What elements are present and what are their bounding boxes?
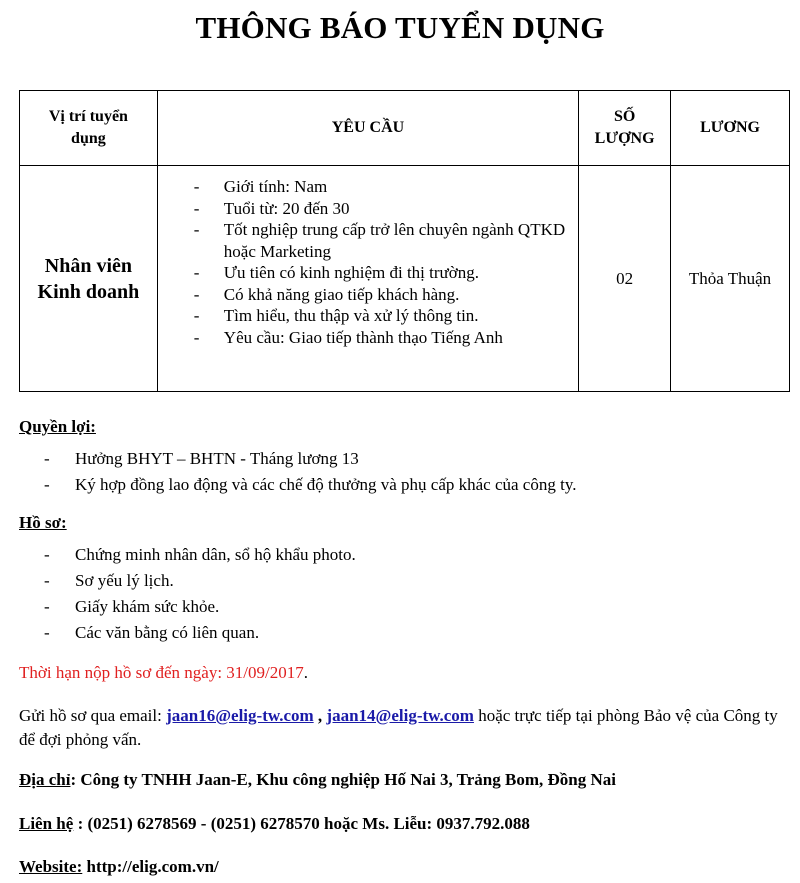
contact-value: : (0251) 6278569 - (0251) 6278570 hoặc Ms. Liễu: 0937.792.088 xyxy=(73,814,530,833)
website-label: Website: xyxy=(19,857,83,876)
address-line xyxy=(19,768,779,792)
email-separator: , xyxy=(313,706,327,725)
table-header-row xyxy=(20,91,790,166)
website-value[interactable]: http://elig.com.vn/ xyxy=(82,857,219,876)
address-label: Địa chỉ xyxy=(19,770,71,789)
documents-list xyxy=(44,542,356,646)
requirement-item: - Giới tính: Nam xyxy=(194,176,572,198)
header-quantity-line1: SỐ xyxy=(613,108,636,125)
contact-label: Liên hệ xyxy=(19,814,74,833)
recruitment-table xyxy=(19,90,790,392)
requirements-list xyxy=(194,176,572,348)
address-value: : Công ty TNHH Jaan-E, Khu công nghiệp Hố Nai 3, Trảng Bom, Đồng Nai xyxy=(70,770,616,789)
requirement-item: - Có khả năng giao tiếp khách hàng. xyxy=(194,284,572,306)
header-position-line2: dụng xyxy=(71,130,106,147)
email-suffix: hoặc trực tiếp tại phòng Bảo vệ của Công ty để đợi phỏng vấn. xyxy=(19,706,778,749)
email-paragraph xyxy=(19,704,779,752)
benefit-item: - Ký hợp đồng lao động và các chế độ thưởng và phụ cấp khác của công ty. xyxy=(44,472,576,498)
requirement-item: - Ưu tiên có kinh nghiệm đi thị trường. xyxy=(194,262,572,284)
deadline-end: . xyxy=(303,663,309,682)
header-quantity-line2: LƯỢNG xyxy=(594,130,655,147)
document-item: - Chứng minh nhân dân, sổ hộ khẩu photo. xyxy=(44,542,356,568)
document-item: - Giấy khám sức khỏe. xyxy=(44,594,356,620)
position-line2: Kinh doanh xyxy=(37,280,140,303)
cell-quantity: 02 xyxy=(579,166,671,392)
email-link-1[interactable]: jaan16@elig-tw.com xyxy=(166,706,314,725)
page-title: THÔNG BÁO TUYỂN DỤNG xyxy=(195,10,605,45)
deadline-line xyxy=(19,661,779,685)
header-salary: LƯƠNG xyxy=(671,91,790,166)
document-item: - Sơ yếu lý lịch. xyxy=(44,568,356,594)
email-link-2[interactable]: jaan14@elig-tw.com xyxy=(326,706,474,725)
cell-requirements xyxy=(157,166,578,392)
requirement-item: - Yêu cầu: Giao tiếp thành thạo Tiếng Anh xyxy=(194,327,572,349)
cell-salary: Thỏa Thuận xyxy=(671,166,790,392)
table-row xyxy=(20,166,790,392)
deadline-text: Thời hạn nộp hồ sơ đến ngày: 31/09/2017 xyxy=(19,663,304,682)
website-line xyxy=(19,855,779,879)
header-position-line1: Vị trí tuyển xyxy=(48,108,128,125)
benefit-item: - Hưởng BHYT – BHTN - Tháng lương 13 xyxy=(44,446,576,472)
header-quantity xyxy=(579,91,671,166)
contact-line xyxy=(19,812,779,836)
position-line1: Nhân viên xyxy=(44,254,133,277)
requirement-item: - Tuổi từ: 20 đến 30 xyxy=(194,198,572,220)
benefits-title: Quyền lợi: xyxy=(19,417,96,436)
cell-position xyxy=(20,166,158,392)
header-requirements: YÊU CẦU xyxy=(157,91,578,166)
benefits-list xyxy=(44,446,576,498)
requirement-item: - Tốt nghiệp trung cấp trở lên chuyên ngành QTKD hoặc Marketing xyxy=(194,219,572,262)
documents-title: Hồ sơ: xyxy=(19,513,67,532)
requirement-item: - Tìm hiểu, thu thập và xử lý thông tin. xyxy=(194,305,572,327)
header-position xyxy=(20,91,158,166)
email-prefix: Gửi hồ sơ qua email: xyxy=(19,706,167,725)
document-item: - Các văn bằng có liên quan. xyxy=(44,620,356,646)
